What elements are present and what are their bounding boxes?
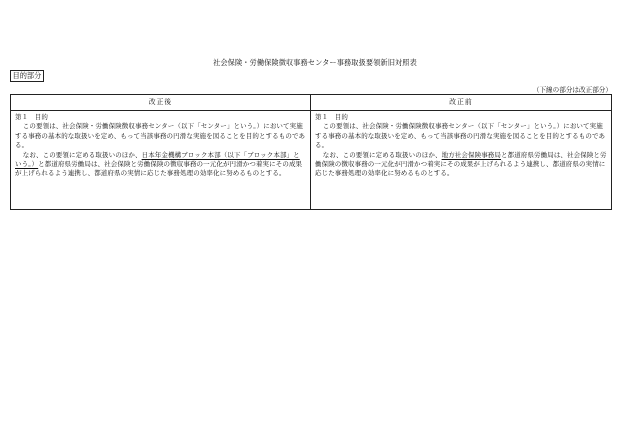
column-header-after: 改正後	[11, 95, 310, 111]
article-heading-before: 第１ 目的	[315, 113, 348, 121]
paragraph-2-after-end: と都道府県労働局は、社会保険と労働保険の徴収事務の一元化が円滑かつ着実にその成果が上げられるよう連携し、都道府県の実情に応じた事務処理の効率化に努めるものとする。	[15, 160, 303, 178]
paragraph-2-after-start: なお、この要領に定める取扱いのほか、	[22, 150, 142, 159]
column-body-after	[11, 111, 310, 179]
paragraph-2-before-end: と都道府県労働局は、社会保険と労働保険の徴収事務の一元化が円滑かつ着実にその成果が上げられるよう連携し、都道府県の実情に応じた事務処理の効率化に努めるものとする。	[315, 150, 607, 178]
column-before-revision	[311, 95, 611, 209]
paragraph-1-before: この要領は、社会保険・労働保険徴収事務センター（以下「センター」という。）において実施する事務の基本的な取扱いを定め、もって当該事務の円滑な実施を図ることを目的とするものである。	[315, 122, 606, 150]
original-text-underlined: 地方社会保険事務局	[441, 150, 502, 159]
underline-note: （下線の部分は改正部分）	[532, 86, 612, 94]
section-label: 目的部分	[10, 70, 44, 82]
column-after-revision	[11, 95, 311, 209]
article-heading-after: 第１ 目的	[15, 113, 48, 121]
revised-text-underlined: 日本年金機構ブロック本部（以下「ブロック本部」という。）	[15, 150, 300, 169]
document-title: 社会保険・労働保険徴収事務センター事務取扱要領新旧対照表	[213, 58, 417, 67]
paragraph-2-after	[15, 151, 306, 179]
paragraph-1-after: この要領は、社会保険・労働保険徴収事務センター（以下「センター」という。）において実施する事務の基本的な取扱いを定め、もって当該事務の円滑な実施を図ることを目的とするものである。	[15, 122, 306, 150]
comparison-table	[10, 94, 612, 210]
column-header-before: 改正前	[311, 95, 611, 111]
column-body-before	[311, 111, 611, 179]
paragraph-2-before	[315, 151, 607, 179]
paragraph-2-before-start: なお、この要領に定める取扱いのほか、	[322, 150, 442, 159]
